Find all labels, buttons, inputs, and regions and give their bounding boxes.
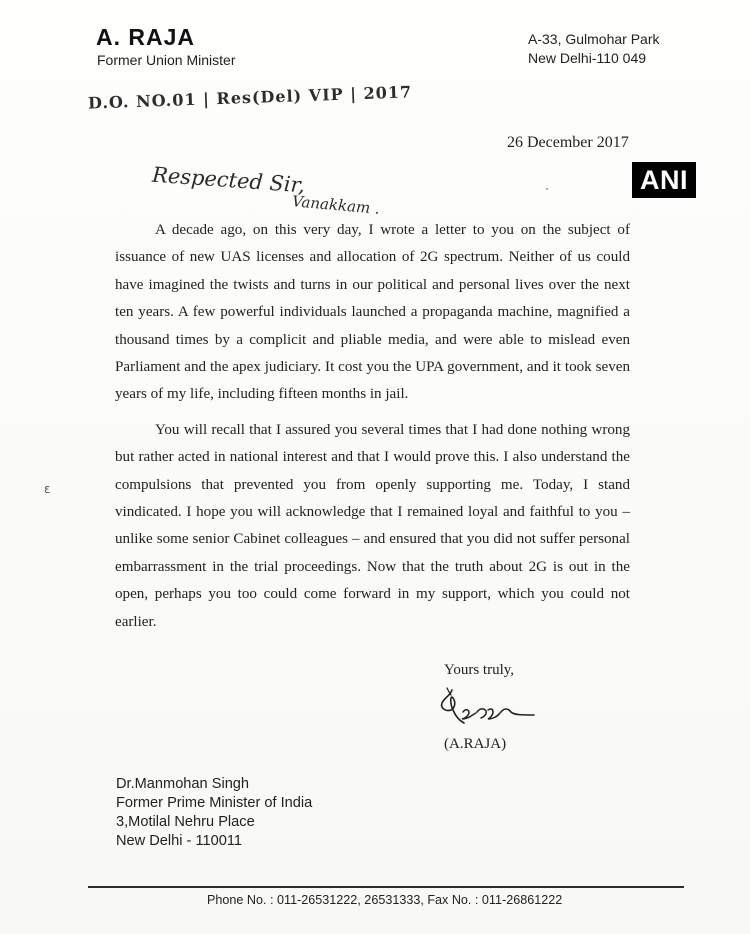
footer-contact: Phone No. : 011-26531222, 26531333, Fax No. : 011-26861222 (207, 893, 563, 907)
recipient-block (116, 775, 312, 851)
recipient-address-line-2: New Delhi - 110011 (116, 833, 243, 849)
recipient-name: Dr.Manmohan Singh (116, 776, 250, 792)
handwritten-salutation: Respected Sir, (151, 162, 306, 198)
closing-phrase: Yours truly, (444, 662, 515, 678)
body-paragraph: You will recall that I assured you several times that I had done nothing wrong but rather acted in national interest and that I would prove this. I also understand the compulsions that prevented you from openly supporting me. Today, I stand vindicated. I hope you will acknowledge that I remained loyal and faithful to you – unlike some senior Cabinet colleagues – and ensured that you did not suffer personal embarrassment in the trial proceedings. Now that the truth about 2G is out in the open, perhaps you too could come forward in my support, which you could not earlier. (115, 421, 630, 630)
ani-logo (632, 162, 696, 198)
letter-date: 26 December 2017 (507, 134, 629, 151)
letterhead-address (528, 30, 668, 68)
handwritten-greeting: Vanakkam . (291, 192, 381, 218)
signatory-name: (A.RAJA) (444, 736, 507, 752)
recipient-address-line-1: 3,Motilal Nehru Place (116, 814, 255, 830)
signature (432, 684, 567, 732)
stray-dot (546, 188, 548, 190)
letterhead-name: A. RAJA (96, 24, 196, 50)
recipient-designation: Former Prime Minister of India (116, 795, 313, 811)
reference-number: D.O. NO.01 | Res(Del) VIP | 2017 (87, 82, 413, 113)
letter-body (115, 217, 630, 636)
letterhead-title: Former Union Minister (97, 52, 236, 68)
address-line-2: New Delhi-110 049 (528, 50, 647, 66)
footer-divider (88, 886, 684, 888)
address-line-1: A-33, Gulmohar Park (528, 31, 660, 47)
margin-mark: ε (44, 482, 51, 496)
body-paragraph: A decade ago, on this very day, I wrote a letter to you on the subject of issuance of new UAS licenses and allocation of 2G spectrum. Neither of us could have imagined the twists and turns in our political and personal lives over the next ten years. A few powerful individuals launched a propaganda machine, magnified a thousand times by a complicit and pliable media, and were able to mislead even Parliament and the apex judiciary. It cost you the UPA government, and it took seven years of my life, including fifteen months in jail. (115, 222, 630, 403)
ani-logo-text: ANI (640, 164, 688, 195)
